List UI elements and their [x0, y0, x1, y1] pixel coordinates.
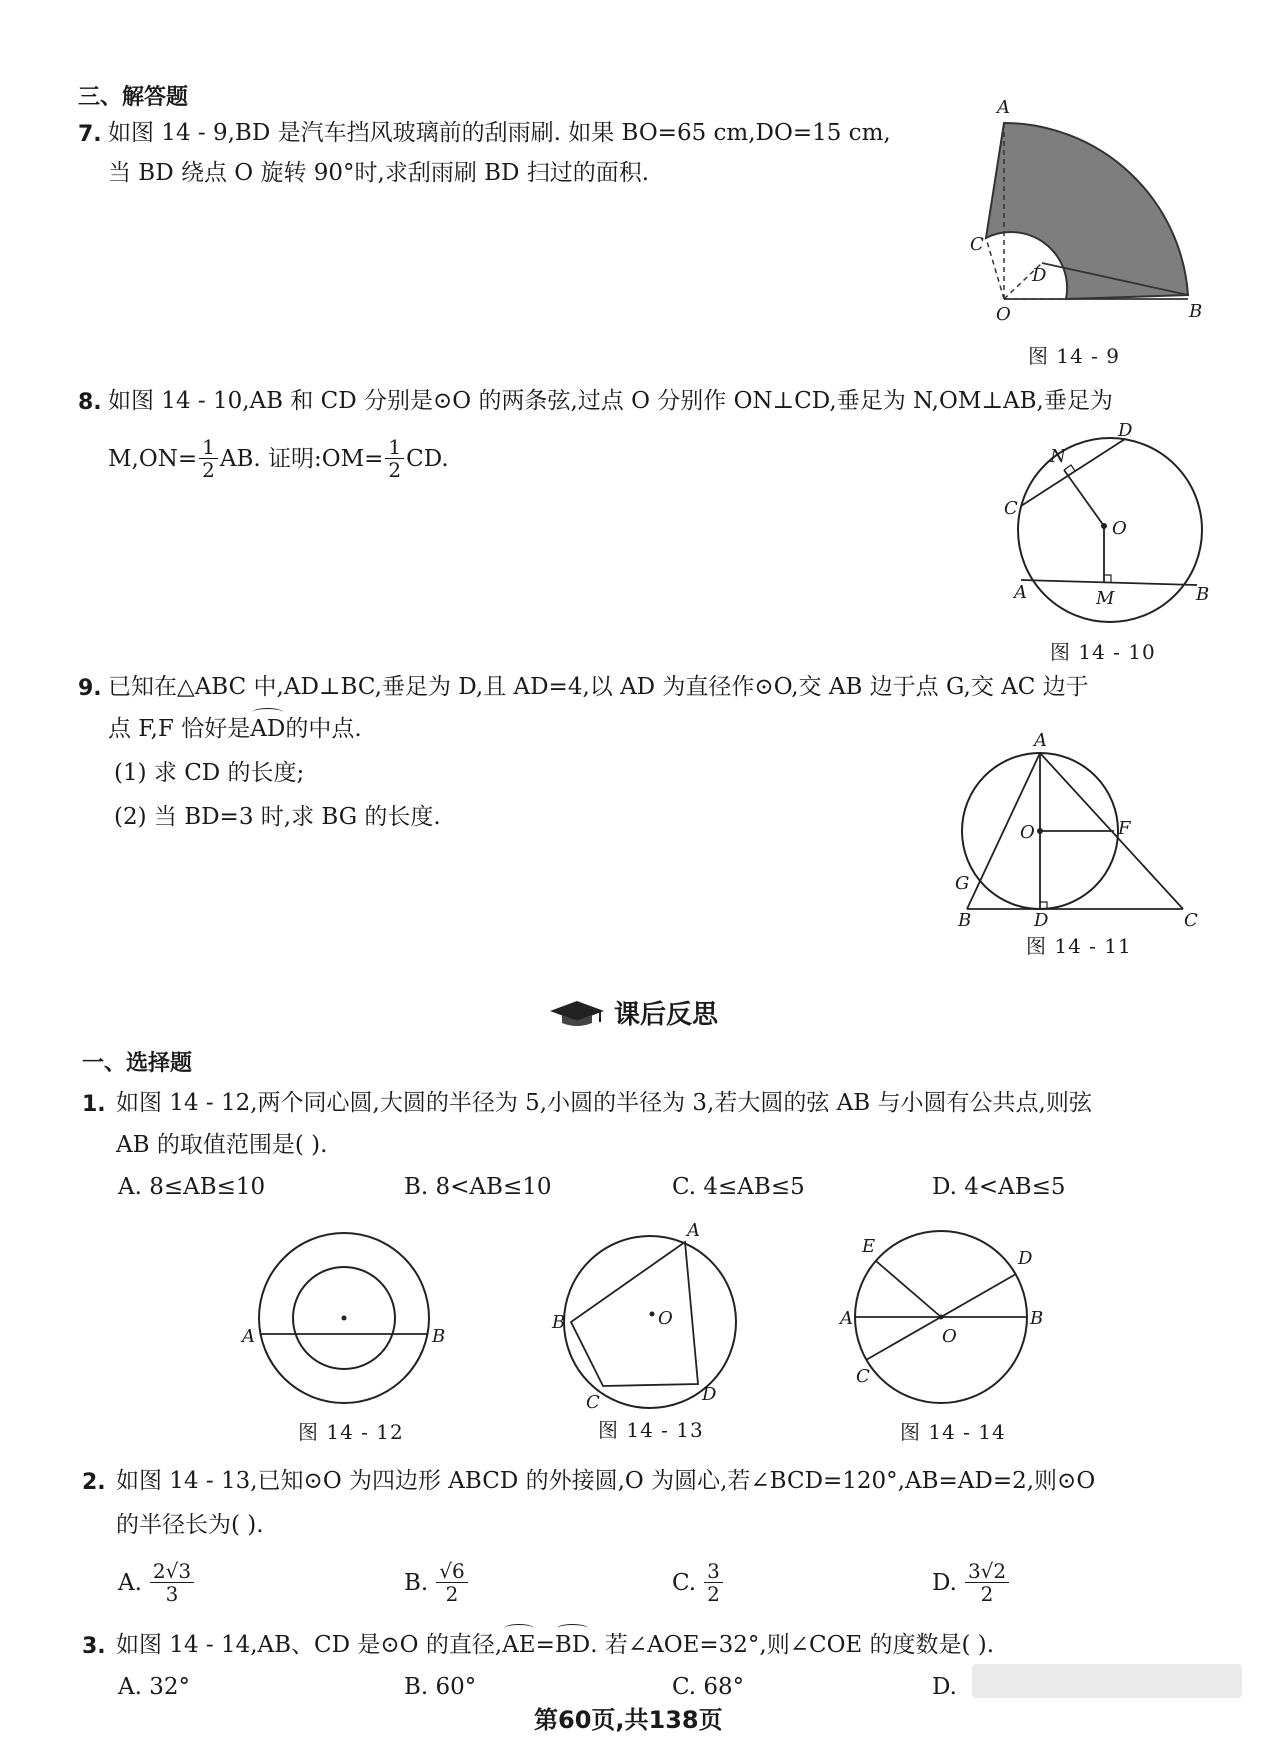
point-label: O — [996, 304, 1011, 325]
question-number: 2. — [82, 1470, 106, 1495]
point-label: D — [1034, 910, 1049, 931]
figure-14-14 — [836, 1222, 1056, 1412]
sub-question: (1) 求 CD 的长度; — [114, 760, 305, 786]
figure-14-9 — [950, 95, 1210, 335]
question-text: 当 BD 绕点 O 旋转 90°时,求刮雨刷 BD 扫过的面积. — [108, 160, 650, 186]
figure-14-10 — [1000, 420, 1220, 640]
question-text: M,ON= $\frac{1}{2}$ AB. 证明:OM= $\frac{1}{2}$ CD. — [108, 435, 449, 482]
page-indicator: 第60页,共138页 — [534, 1706, 723, 1734]
question-text: 如图 14 - 9,BD 是汽车挡风玻璃前的刮雨刷. 如果 BO=65 cm,DO=15 cm, — [108, 120, 891, 146]
option-d: D. — [932, 1674, 957, 1700]
point-label: E — [862, 1236, 876, 1257]
question-text: 如图 14 - 12,两个同心圆,大圆的半径为 5,小圆的半径为 3,若大圆的弦 AB 与小圆有公共点,则弦 — [116, 1090, 1092, 1116]
point-label: A — [687, 1220, 700, 1241]
question-text: AB 的取值范围是( ). — [116, 1132, 328, 1158]
question-text: 的半径长为( ). — [116, 1512, 264, 1538]
point-label: A — [997, 97, 1010, 118]
point-label: A — [1014, 582, 1027, 603]
point-label: O — [658, 1308, 673, 1329]
option-a: A. 8≤AB≤10 — [118, 1174, 266, 1200]
question-text: 如图 14 - 10,AB 和 CD 分别是⊙O 的两条弦,过点 O 分别作 ON⊥CD,垂足为 N,OM⊥AB,垂足为 — [108, 388, 1113, 414]
arc-notation: BD — [555, 1628, 590, 1662]
fraction: $\frac{1}{2}$ — [385, 436, 404, 481]
graduation-cap-icon — [548, 998, 606, 1028]
point-label: B — [552, 1312, 566, 1333]
reflection-header — [548, 994, 718, 1031]
question-number: 7. — [78, 122, 102, 147]
reflection-title: 课后反思 — [614, 1000, 719, 1030]
option-a: A. $\frac{2√3}{3}$ — [118, 1560, 196, 1605]
point-label: C — [856, 1366, 870, 1387]
question-number: 8. — [78, 390, 102, 415]
fraction: $\frac{1}{2}$ — [199, 436, 218, 481]
question-number: 9. — [78, 676, 102, 701]
figure-caption: 图 14 - 10 — [1050, 640, 1156, 664]
point-label: C — [1004, 498, 1018, 519]
question-number: 3. — [82, 1634, 106, 1659]
point-label: B — [958, 910, 972, 931]
option-b: B. 60° — [404, 1674, 477, 1700]
option-d: D. 4<AB≤5 — [932, 1174, 1066, 1200]
point-label: D — [1018, 1248, 1033, 1269]
question-text: 如图 14 - 13,已知⊙O 为四边形 ABCD 的外接圆,O 为圆心,若∠BCD=120°,AB=AD=2,则⊙O — [116, 1468, 1096, 1494]
point-label: N — [1050, 446, 1066, 467]
point-label: D — [1032, 265, 1047, 286]
point-label: C — [586, 1392, 600, 1413]
option-d: D. $\frac{3√2}{2}$ — [932, 1560, 1011, 1605]
option-a: A. 32° — [118, 1674, 190, 1700]
point-label: O — [1112, 518, 1127, 539]
figure-caption: 图 14 - 11 — [1026, 934, 1132, 958]
sub-question: (2) 当 BD=3 时,求 BG 的长度. — [114, 804, 441, 830]
point-label: B — [1189, 301, 1203, 322]
point-label: D — [1118, 420, 1133, 441]
question-text: 如图 14 - 14,AB、CD 是⊙O 的直径,AE=BD. 若∠AOE=32°,则∠COE 的度数是( ). — [116, 1628, 994, 1662]
arc-notation: AE — [502, 1628, 535, 1662]
point-label: O — [942, 1326, 957, 1347]
question-number: 1. — [82, 1092, 106, 1117]
figure-14-12 — [236, 1220, 456, 1420]
figure-14-11 — [950, 730, 1200, 931]
option-b: B. $\frac{√6}{2}$ — [404, 1560, 470, 1605]
option-c: C. 4≤AB≤5 — [672, 1174, 805, 1200]
point-label: A — [840, 1308, 853, 1329]
arc-notation: AD — [250, 712, 285, 746]
point-label: C — [970, 234, 984, 255]
point-label: A — [1034, 730, 1047, 751]
option-c: C. 68° — [672, 1674, 745, 1700]
figure-caption: 图 14 - 13 — [598, 1418, 704, 1442]
point-label: B — [432, 1326, 446, 1347]
question-text: 已知在△ABC 中,AD⊥BC,垂足为 D,且 AD=4,以 AD 为直径作⊙O,交 AB 边于点 G,交 AC 边于 — [108, 674, 1089, 700]
point-label: M — [1096, 588, 1115, 609]
figure-caption: 图 14 - 14 — [900, 1420, 1006, 1444]
option-c: C. $\frac{3}{2}$ — [672, 1560, 725, 1605]
section-title: 三、解答题 — [78, 85, 189, 110]
point-label: G — [955, 873, 970, 894]
point-label: A — [242, 1326, 255, 1347]
blurred-overlay — [972, 1664, 1242, 1698]
point-label: B — [1196, 584, 1210, 605]
point-label: D — [702, 1384, 717, 1405]
figure-caption: 图 14 - 12 — [298, 1420, 404, 1444]
option-b: B. 8<AB≤10 — [404, 1174, 552, 1200]
figure-caption: 图 14 - 9 — [1028, 344, 1121, 368]
point-label: C — [1184, 910, 1198, 931]
point-label: O — [1020, 822, 1035, 843]
figure-14-13 — [546, 1218, 756, 1418]
point-label: F — [1118, 818, 1131, 839]
section-title: 一、选择题 — [82, 1051, 193, 1076]
question-text: 点 F,F 恰好是AD的中点. — [108, 712, 362, 746]
point-label: B — [1030, 1308, 1044, 1329]
